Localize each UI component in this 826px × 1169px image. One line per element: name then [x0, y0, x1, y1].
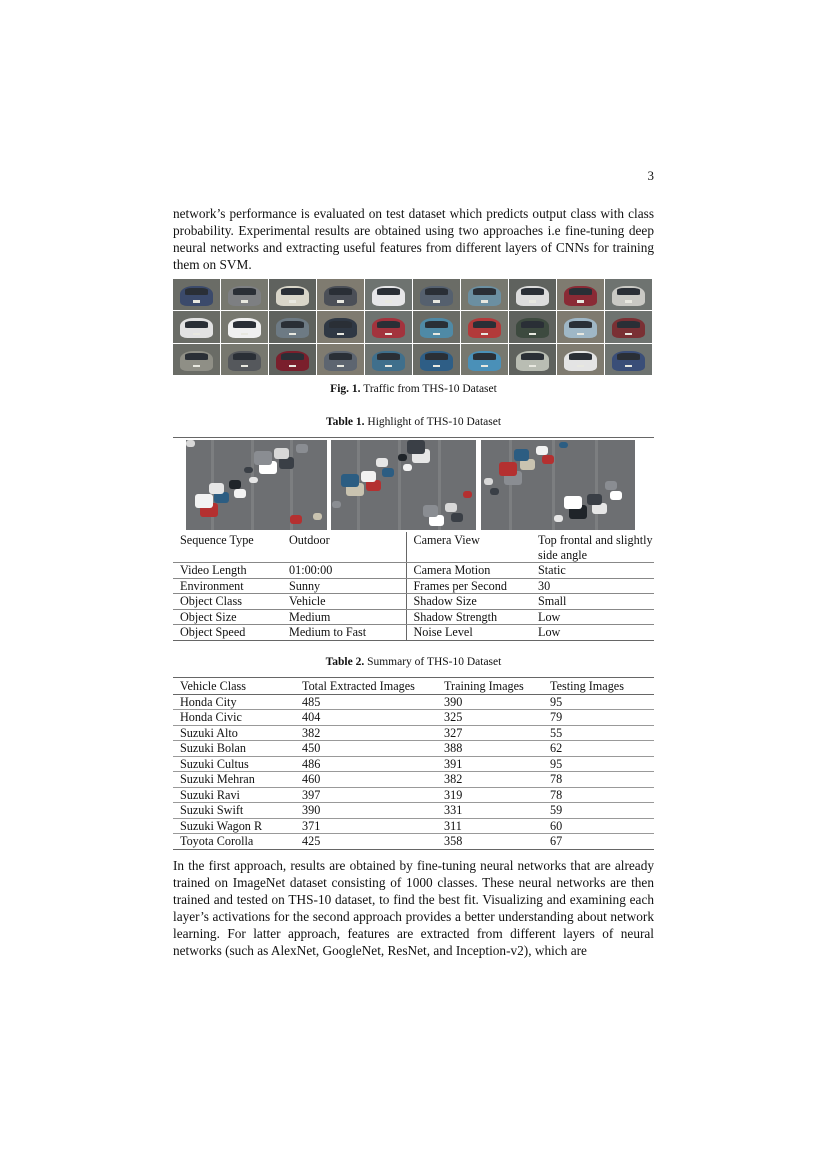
vehicle-thumbnail [173, 311, 220, 342]
table2-header-cell: Testing Images [543, 678, 654, 695]
table2-label: Table 2. [325, 656, 365, 668]
table2-cell: Toyota Corolla [173, 834, 295, 850]
table2-cell: 67 [543, 834, 654, 850]
table2-cell: 382 [295, 725, 437, 741]
table2-cell: 78 [543, 772, 654, 788]
table2-cell: 95 [543, 756, 654, 772]
table1-cell: Noise Level [406, 625, 531, 641]
table1-highlights [173, 532, 654, 641]
table2-header-cell: Vehicle Class [173, 678, 295, 695]
table1-cell: Camera Motion [406, 563, 531, 579]
table1-cell: Low [531, 609, 654, 625]
vehicle-thumbnail [365, 344, 412, 375]
table1-row [173, 532, 654, 563]
vehicle-thumbnail [269, 279, 316, 310]
table2-cell: 319 [437, 787, 543, 803]
table1-cell: Medium to Fast [282, 625, 406, 641]
vehicle-thumbnail [557, 344, 604, 375]
table2-cell: 388 [437, 741, 543, 757]
traffic-photo-3 [481, 440, 635, 530]
table2-row [173, 725, 654, 741]
figure1-text: Traffic from THS-10 Dataset [363, 383, 497, 395]
table2-cell: Suzuki Bolan [173, 741, 295, 757]
vehicle-thumbnail [269, 344, 316, 375]
vehicle-thumbnail [557, 311, 604, 342]
traffic-photo-1 [186, 440, 327, 530]
vehicle-thumbnail [317, 344, 364, 375]
vehicle-thumbnail [605, 344, 652, 375]
table1-title: Highlight of THS-10 Dataset [367, 416, 502, 428]
table2-cell: 325 [437, 710, 543, 726]
vehicle-thumbnail [461, 344, 508, 375]
table2-cell: 79 [543, 710, 654, 726]
figure1-caption [173, 383, 654, 395]
table1-cell: Sunny [282, 578, 406, 594]
vehicle-thumbnail [509, 279, 556, 310]
table2-cell: 486 [295, 756, 437, 772]
table1-row [173, 594, 654, 610]
table1-cell: Frames per Second [406, 578, 531, 594]
table2-cell: 95 [543, 694, 654, 710]
vehicle-thumbnail [461, 311, 508, 342]
table1-cell: Outdoor [282, 532, 406, 563]
table1-cell: Small [531, 594, 654, 610]
table2-cell: 327 [437, 725, 543, 741]
vehicle-thumbnail [269, 311, 316, 342]
table1-cell: Static [531, 563, 654, 579]
table2-header-cell: Training Images [437, 678, 543, 695]
table2-cell: 331 [437, 803, 543, 819]
vehicle-thumbnail [557, 279, 604, 310]
table1-cell: Object Speed [173, 625, 282, 641]
vehicle-thumbnail [509, 344, 556, 375]
table1-cell: Object Size [173, 609, 282, 625]
table2-cell: 390 [295, 803, 437, 819]
table2-caption [173, 656, 654, 668]
vehicle-thumbnail [365, 311, 412, 342]
table1-cell: Video Length [173, 563, 282, 579]
vehicle-thumbnail [413, 311, 460, 342]
table1-cell: Environment [173, 578, 282, 594]
table2-cell: 382 [437, 772, 543, 788]
table2-cell: 404 [295, 710, 437, 726]
table2-row [173, 803, 654, 819]
table1-row [173, 563, 654, 579]
vehicle-thumbnail [605, 279, 652, 310]
table2-cell: Suzuki Wagon R [173, 818, 295, 834]
table1-cell: Camera View [406, 532, 531, 563]
table1-top-rule [173, 437, 654, 438]
table1-cell: Vehicle [282, 594, 406, 610]
table1-cell: Shadow Size [406, 594, 531, 610]
table1-cell: Object Class [173, 594, 282, 610]
table2-cell: 311 [437, 818, 543, 834]
table2-row [173, 741, 654, 757]
table1-row [173, 625, 654, 641]
vehicle-thumbnail [221, 279, 268, 310]
table2-cell: Suzuki Alto [173, 725, 295, 741]
approach-paragraph: In the first approach, results are obtained by fine-tuning neural networks that are already trained on ImageNet dataset consisting of 1000 classes. These neural networks are then trained and tested on THS-10 dataset, to find the best fit. Visualizing and examining each layer’s activations for the second approach provides a better understanding about network learning. For latter approach, features are extracted from different layers of neural networks (such as AlexNet, GoogleNet, ResNet, and Inception-v2), which are [173, 858, 654, 958]
page-number: 3 [647, 168, 654, 183]
table2-cell: Suzuki Ravi [173, 787, 295, 803]
table2-cell: Suzuki Swift [173, 803, 295, 819]
vehicle-thumbnail [317, 311, 364, 342]
vehicle-thumbnail [173, 344, 220, 375]
vehicle-thumbnail [173, 279, 220, 310]
table2-row [173, 772, 654, 788]
vehicle-thumbnail [605, 311, 652, 342]
table2-row [173, 834, 654, 850]
table2-cell: 450 [295, 741, 437, 757]
table2-row [173, 694, 654, 710]
figure1-vehicle-mosaic [173, 279, 652, 375]
table2-cell: 391 [437, 756, 543, 772]
vehicle-thumbnail [413, 279, 460, 310]
table2-cell: 425 [295, 834, 437, 850]
table1-row [173, 578, 654, 594]
table1-cell: 30 [531, 578, 654, 594]
table1-cell: Top frontal and slightly side angle [531, 532, 654, 563]
traffic-photo-2 [331, 440, 476, 530]
table2-cell: 60 [543, 818, 654, 834]
table2-cell: 62 [543, 741, 654, 757]
table2-row [173, 710, 654, 726]
table2-cell: 460 [295, 772, 437, 788]
vehicle-thumbnail [413, 344, 460, 375]
table2-cell: Honda City [173, 694, 295, 710]
table1-row [173, 609, 654, 625]
table1-label: Table 1. [325, 416, 365, 428]
table2-cell: 78 [543, 787, 654, 803]
table2-cell: 485 [295, 694, 437, 710]
table2-cell: 397 [295, 787, 437, 803]
figure1-label: Fig. 1. [330, 383, 361, 395]
table2-cell: Honda Civic [173, 710, 295, 726]
table1-cell: Medium [282, 609, 406, 625]
vehicle-thumbnail [509, 311, 556, 342]
table1-cell: 01:00:00 [282, 563, 406, 579]
table2-title: Summary of THS-10 Dataset [367, 656, 502, 668]
table2-cell: Suzuki Mehran [173, 772, 295, 788]
table1-cell: Shadow Strength [406, 609, 531, 625]
table2-cell: 358 [437, 834, 543, 850]
table1-caption [173, 416, 654, 428]
table2-row [173, 756, 654, 772]
table2-row [173, 787, 654, 803]
table2-row [173, 818, 654, 834]
table1-cell: Low [531, 625, 654, 641]
table2-cell: 59 [543, 803, 654, 819]
table2-cell: 390 [437, 694, 543, 710]
table2-summary [173, 677, 654, 850]
vehicle-thumbnail [365, 279, 412, 310]
intro-paragraph: network’s performance is evaluated on test dataset which predicts output class with class probability. Experimental results are obtained using two approaches i.e fine-tuning deep neural networks and extracting useful features from different layers of CNNs for training them on SVM. [173, 206, 654, 272]
table2-cell: 371 [295, 818, 437, 834]
table2-header-cell: Total Extracted Images [295, 678, 437, 695]
table2-cell: Suzuki Cultus [173, 756, 295, 772]
vehicle-thumbnail [461, 279, 508, 310]
vehicle-thumbnail [221, 344, 268, 375]
vehicle-thumbnail [221, 311, 268, 342]
table2-cell: 55 [543, 725, 654, 741]
table1-cell: Sequence Type [173, 532, 282, 563]
vehicle-thumbnail [317, 279, 364, 310]
